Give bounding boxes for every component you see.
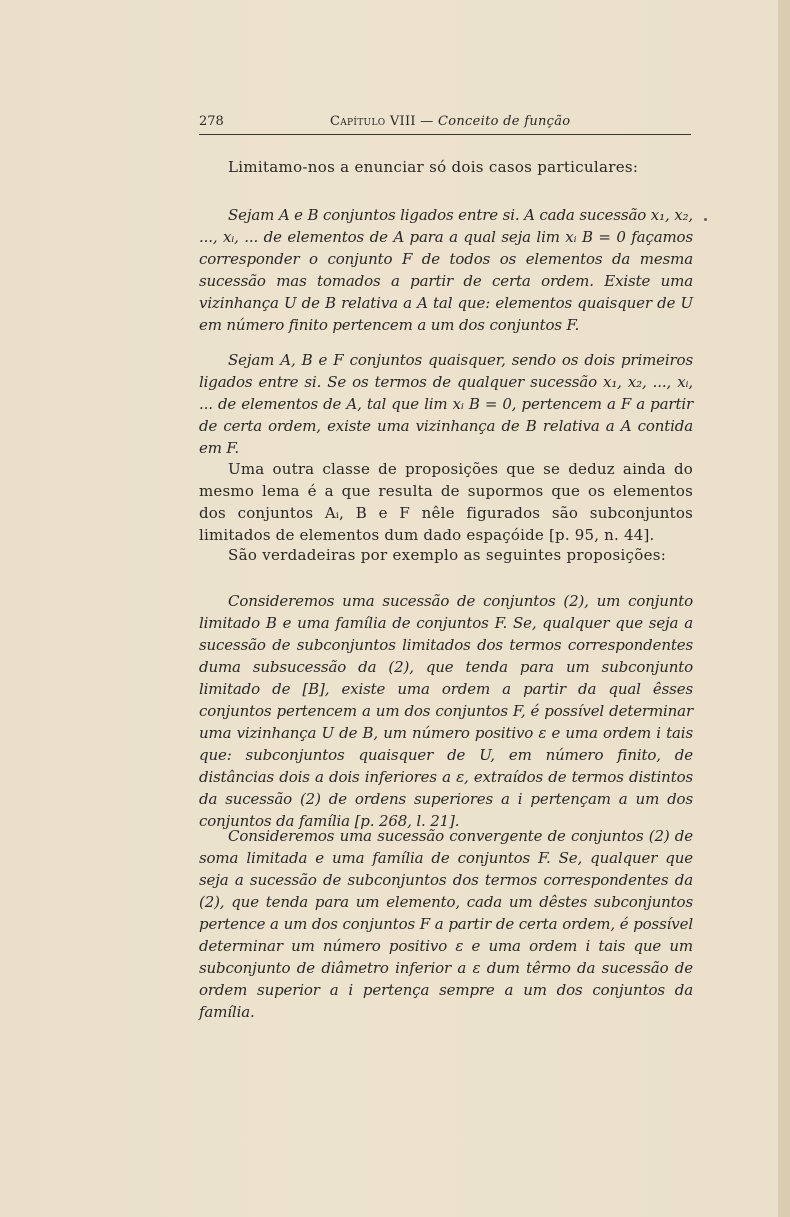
ink-speck xyxy=(704,218,707,221)
running-header xyxy=(199,112,691,135)
intro-line: Limitamo-nos a enunciar só dois casos particulares: xyxy=(228,158,639,176)
case-1-paragraph: Sejam A e B conjuntos ligados entre si. A cada sucessão x₁, x₂, ..., xᵢ, ... de elementos de A para a qual seja lim xᵢ B = 0 façamos corresponder o conjunto F de todos os elementos da mesma sucessão mas tomados a partir de certa ordem. Existe uma vizinhança U de B relativa a A tal que: elementos quaisquer de U em número finito pertencem a um dos conjuntos F. xyxy=(199,206,693,334)
chapter-title xyxy=(330,114,570,129)
chapter-label: Capítulo VIII — xyxy=(330,114,438,129)
proposition-1-paragraph: Consideremos uma sucessão de conjuntos (2), um conjunto limitado B e uma família de conjuntos F. Se, qualquer que seja a sucessão de subconjuntos limitados dos termos correspondentes duma subsucessão da (2), que tenda para um subconjunto limitado de [B], existe uma ordem a partir da qual êsses conjuntos pertencem a um dos conjuntos F, é possível determinar uma vizinhança U de B, um número positivo ε e uma ordem i tais que: subconjuntos quaisquer de U, em número finito, de distâncias dois a dois inferiores a ε, extraídos de termos distintos da sucessão (2) de ordens superiores a i pertençam a um dos conjuntos da família [p. 268, l. 21]. xyxy=(199,592,693,830)
page-number: 278 xyxy=(199,114,224,129)
page-edge xyxy=(778,0,790,1217)
examples-intro: São verdadeiras por exemplo as seguintes proposições: xyxy=(228,546,667,564)
chapter-subtitle: Conceito de função xyxy=(438,114,571,129)
case-2-paragraph: Sejam A, B e F conjuntos quaisquer, sendo os dois primeiros ligados entre si. Se os termos de qualquer sucessão x₁, x₂, ..., xᵢ, ... de elementos de A, tal que lim xᵢ B = 0, pertencem a F a partir de certa ordem, existe uma vizinhança de B relativa a A contida em F. xyxy=(199,351,693,457)
proposition-2-paragraph: Consideremos uma sucessão convergente de conjuntos (2) de soma limitada e uma família de conjuntos F. Se, qualquer que seja a sucessão de subconjuntos dos termos correspondentes da (2), que tenda para um elemento, cada um dêstes subconjuntos pertence a um dos conjuntos F a partir de certa ordem, é possível determinar um número positivo ε e uma ordem i tais que um subconjunto de diâmetro inferior a ε dum têrmo da sucessão de ordem superior a i pertença sempre a um dos conjuntos da família. xyxy=(199,827,693,1021)
remark-paragraph: Uma outra classe de proposições que se deduz ainda do mesmo lema é a que resulta de supormos que os elementos dos conjuntos Aᵢ, B e F nêle figurados são subconjuntos limitados de elementos dum dado espaçóide [p. 95, n. 44]. xyxy=(199,460,693,544)
